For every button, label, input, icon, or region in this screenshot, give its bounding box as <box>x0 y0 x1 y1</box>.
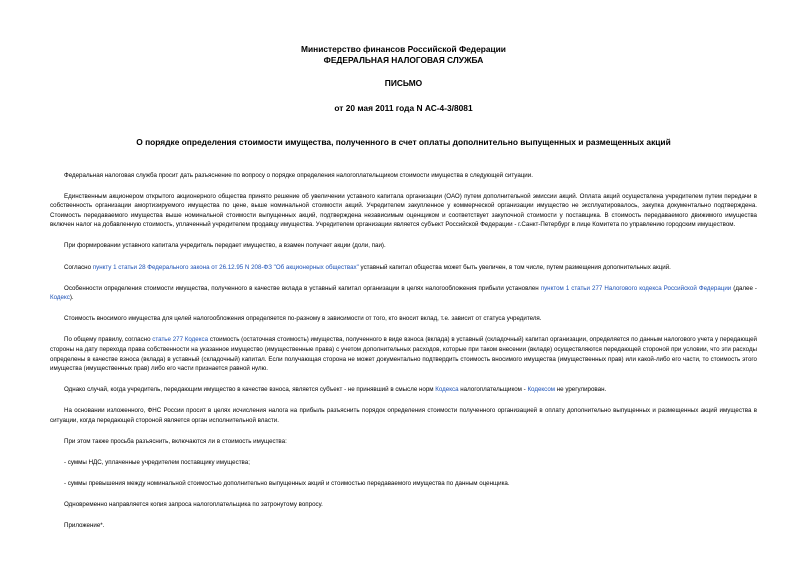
paragraph-9: На основании изложенного, ФНС России просит в целях исчисления налога на прибыль разъяснить порядок определения стоимости полученного организацией в оплату дополнительно выпущенных и размещенных акций имущества в ситуации, когда передающей стороной является орган исполнительной власти. <box>50 407 757 424</box>
document-type: ПИСЬМО <box>384 78 423 88</box>
paragraph-5 <box>50 284 757 303</box>
paragraph-text: Однако случай, когда учредитель, передающим имущество в качестве взноса, является субъект - не принявший в смысле норм <box>64 386 436 394</box>
document-title: О порядке определения стоимости имущества, полученного в счет оплаты дополнительно выпущенных и размещенных акций <box>136 137 671 147</box>
document-date-number: от 20 мая 2011 года N АС-4-3/8081 <box>334 102 473 113</box>
article-277-link[interactable]: статье 277 Кодекса <box>152 336 209 344</box>
paragraph-10: При этом также просьба разъяснить, включаются ли в стоимость имущества: <box>64 438 287 446</box>
paragraph-text: уставный капитал общества может быть увеличен, в том числе, путем размещения дополнительных акций. <box>358 263 671 271</box>
service-name: ФЕДЕРАЛЬНАЯ НАЛОГОВАЯ СЛУЖБА <box>323 54 484 65</box>
paragraph-13: Одновременно направляется копия запроса налогоплательщика по затронутому вопросу. <box>64 501 323 509</box>
document-header <box>50 44 757 148</box>
paragraph-1: Федеральная налоговая служба просит дать разъяснение по вопросу о порядке определения налогоплательщиком стоимости имущества в следующей ситуации. <box>64 171 533 179</box>
paragraph-text: По общему правилу, согласно <box>64 336 153 344</box>
paragraph-text: стоимость (остаточная стоимость) имущества, полученного в виде взноса (вклада) в уставный (складочный) капитал организации, определяется по данным налогового учета у передающей стороны на дату перехода права собственности на указанное имущество (имущественные права) с учетом дополнительных расходов, которые при таком внесении (вкладе) осуществляются передающей стороной при условии, что эти расходы определены в качестве взноса (вклада) в уставный (складочный) капитал. Если получающая сторона не может документально подтвердить стоимость вносимого имущества (имущественных прав) или какой-либо его части, то стоимость этого имущества (имущественных прав) либо его части признается равной нулю. <box>50 336 757 373</box>
paragraph-text: Особенности определения стоимости имущества, полученного в качестве вклада в уставный капитал организации в целях налогообложения прибыли установлен <box>64 284 541 292</box>
paragraph-8 <box>50 385 757 395</box>
ministry-name: Министерство финансов Российской Федерации <box>301 44 506 54</box>
paragraph-7 <box>50 335 757 373</box>
code-link-2[interactable]: Кодексом <box>527 386 556 394</box>
paragraph-text: не урегулирован. <box>555 386 607 394</box>
attachment-note: Приложение*. <box>64 522 105 530</box>
paragraph-6: Стоимость вносимого имущества для целей налогообложения определяется по-разному в зависимости от того, кто вносит вклад, т.е. зависит от статуса учредителя. <box>64 315 542 323</box>
paragraph-3: При формировании уставного капитала учредитель передает имущество, а взамен получает акции (доли, паи). <box>64 242 386 250</box>
paragraph-text: Согласно <box>64 263 93 271</box>
paragraph-2: Единственным акционером открытого акционерного общества принято решение об увеличении уставного капитала организации (ОАО) путем дополнительной эмиссии акций. Оплата акций осуществлена учредителем путем передачи в собственность организации амортизируемого имущества по цене, выше номинальной стоимости акций. Учредителем закупленное у коммерческой организации имущество не эксплуатировалось, закупка документально подтверждена. Стоимость передаваемого имущества выше номинальной стоимости выпущенных акций, подтверждена независимым оценщиком и соответствует закупочной стоимости у поставщика. В стоимость передаваемого движимого имущества включен налог на добавленную стоимость, уплаченный учредителем продавцу имущества. Учредителем организации является субъект Российской Федерации - г.Санкт-Петербург в лице Комитета по управлению городским имуществом. <box>50 192 757 229</box>
paragraph-4 <box>50 263 757 273</box>
document-body <box>50 171 757 532</box>
tax-code-article-277-link[interactable]: пунктом 1 статьи 277 Налогового кодекса Российской Федерации <box>540 284 732 292</box>
law-208-fz-link[interactable]: пункту 1 статьи 28 Федерального закона от 26.12.95 N 208-ФЗ "Об акционерных обществах" <box>92 263 359 271</box>
code-link[interactable]: Кодекса <box>435 386 459 394</box>
paragraph-text: ). <box>69 294 74 302</box>
code-link[interactable]: Кодекс <box>50 294 70 302</box>
paragraph-text: (далее - <box>731 284 757 292</box>
paragraph-text: налогоплательщиком - <box>458 386 528 394</box>
list-item-vat: - суммы НДС, уплаченные учредителем поставщику имущества; <box>64 459 250 467</box>
list-item-excess: - суммы превышения между номинальной стоимостью дополнительно выпущенных акций и стоимостью передаваемого имущества по данным оценщика. <box>64 480 510 488</box>
